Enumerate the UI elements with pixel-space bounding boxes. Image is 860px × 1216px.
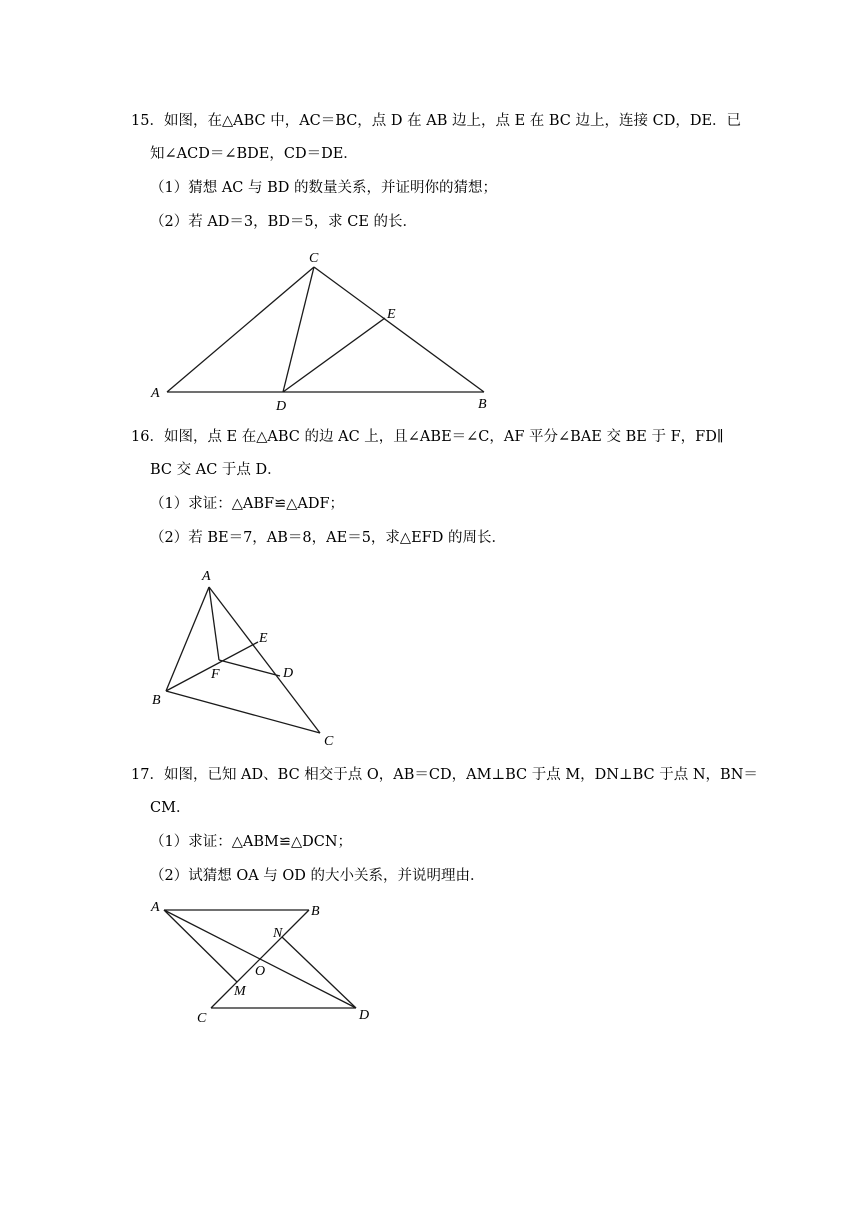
label-A: A [202,569,211,584]
problem-17-part-1: （1）求证：△ABM≌△DCN； [150,834,353,850]
problem-17-line-2: CM． [150,800,191,816]
segment-AB [166,587,209,691]
label-F: F [211,667,220,682]
label-N: N [273,926,283,941]
label-D: D [283,666,294,681]
problem-15-line-2: 知∠ACD＝∠BDE，CD＝DE． [150,146,358,162]
problem-15-line-1: 15．如图，在△ABC 中，AC＝BC，点 D 在 AB 边上，点 E 在 BC 边上，连接 CD，DE．已 [131,113,742,129]
label-B: B [311,904,320,919]
problem-16-part-1: （1）求证：△ABF≌△ADF； [150,496,345,512]
problem-17-line-1: 17．如图，已知 AD、BC 相交于点 O，AB＝CD，AM⊥BC 于点 M，DN⊥BC 于点 N，BN＝ [131,767,758,783]
problem-15-part-2: （2）若 AD＝3，BD＝5，求 CE 的长． [150,214,418,230]
segment-AC [209,587,320,733]
figure-17-quadrilateral [150,900,369,1026]
segment-AD [164,910,356,1008]
label-M: M [234,984,246,999]
label-A: A [151,386,160,401]
figure-16-triangle [152,569,334,749]
label-E: E [259,631,268,646]
label-B: B [152,693,161,708]
label-D: D [359,1008,370,1023]
label-C: C [197,1011,207,1026]
label-E: E [387,307,396,322]
label-C: C [324,734,334,749]
problem-17-part-2: （2）试猜想 OA 与 OD 的大小关系，并说明理由． [150,868,485,884]
problem-16-part-2: （2）若 BE＝7，AB＝8，AE＝5，求△EFD 的周长． [150,530,506,546]
label-C: C [309,251,319,266]
segment-AM [164,910,237,982]
label-D: D [276,399,287,414]
segment-CB [314,267,484,392]
segment-AC [167,267,314,392]
problem-15-part-1: （1）猜想 AC 与 BD 的数量关系，并证明你的猜想； [150,180,498,196]
segment-DN [282,937,356,1008]
label-O: O [255,964,266,979]
problem-16-line-1: 16．如图，点 E 在△ABC 的边 AC 上，且∠ABE＝∠C，AF 平分∠BAE 交 BE 于 F，FD∥ [131,429,724,445]
label-A: A [151,900,160,915]
label-B: B [478,397,487,412]
problem-16-line-2: BC 交 AC 于点 D． [150,462,282,478]
segment-BC [166,691,320,733]
